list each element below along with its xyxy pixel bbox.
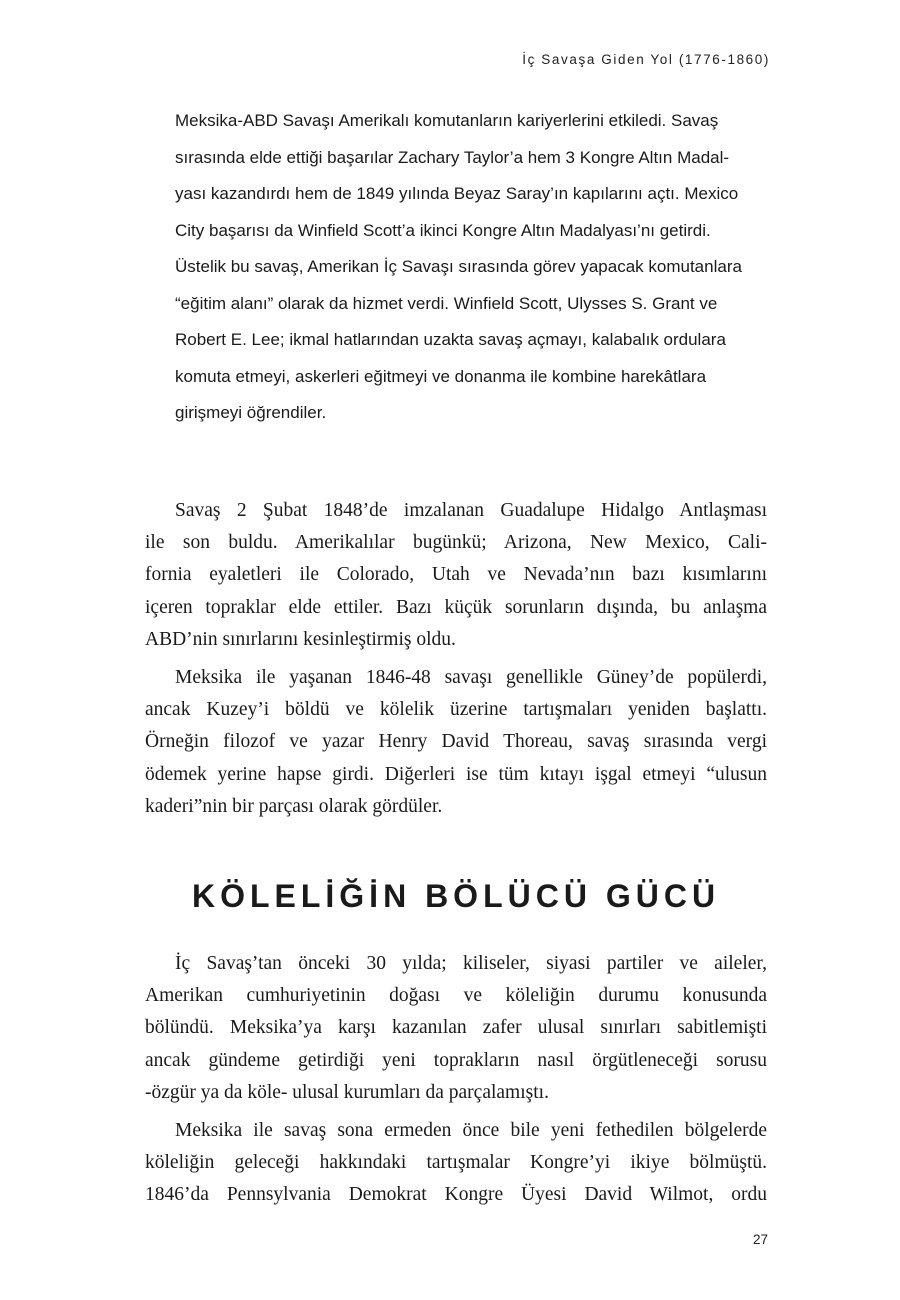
page-number: 27 (752, 1232, 768, 1247)
paragraph-line: Savaş 2 Şubat 1848’de imzalanan Guadalupe Hidalgo Antlaşması (175, 500, 767, 521)
paragraph-line: ancak Kuzey’i böldü ve kölelik üzerine tartışmaları yeniden başlattı. (145, 699, 767, 721)
paragraph-line: Meksika ile savaş sona ermeden önce bile yeni fethedilen bölgelerde (175, 1120, 767, 1142)
paragraph-line: Meksika ile yaşanan 1846-48 savaşı genellikle Güney’de popülerdi, (175, 667, 767, 689)
paragraph (145, 948, 767, 1109)
sidebar-line: yası kazandırdı hem de 1849 yılında Beyaz Saray’ın kapılarını açtı. Mexico (175, 184, 739, 203)
sidebar-line: Robert E. Lee; ikmal hatlarından uzakta savaş açmayı, kalabalık ordulara (175, 330, 726, 349)
sidebar-line: “eğitim alanı” olarak da hizmet verdi. Winfield Scott, Ulysses S. Grant ve (175, 293, 718, 313)
paragraph-line: İç Savaş’tan önceki 30 yılda; kiliseler, siyasi partiler ve aileler, (175, 953, 767, 974)
sidebar-line: komuta etmeyi, askerleri eğitmeyi ve donanma ile kombine harekâtlara (175, 366, 707, 386)
paragraph-line: bölündü. Meksika’ya karşı kazanılan zafer ulusal sınırları sabitlemişti (145, 1017, 767, 1039)
paragraph-line: ödemek yerine hapse girdi. Diğerleri ise tüm kıtayı işgal etmeyi “ulusun (145, 763, 767, 785)
running-header: İç Savaşa Giden Yol (1776-1860) (522, 52, 770, 67)
paragraph-line: Amerikan cumhuriyetinin doğası ve köleliğin durumu konusunda (145, 985, 767, 1007)
paragraph-line: köleliğin geleceği hakkındaki tartışmalar Kongre’yi ikiye bölmüştü. (145, 1152, 767, 1174)
paragraph-line: Örneğin filozof ve yazar Henry David Thoreau, savaş sırasında vergi (145, 731, 767, 753)
sidebar-line: City başarısı da Winfield Scott’a ikinci Kongre Altın Madalyası’nı getirdi. (175, 220, 711, 240)
paragraph-line: ile son buldu. Amerikalılar bugünkü; Arizona, New Mexico, Cali- (145, 532, 767, 554)
body-text-upper (145, 495, 767, 829)
paragraph (145, 662, 767, 823)
paragraph-line: fornia eyaletleri ile Colorado, Utah ve Nevada’nın bazı kısımlarını (145, 564, 767, 586)
sidebar-line: Üstelik bu savaş, Amerikan İç Savaşı sırasında görev yapacak komutanlara (175, 257, 742, 276)
paragraph-line: ABD’nin sınırlarını kesinleştirmiş oldu. (145, 628, 456, 650)
sidebar-line: girişmeyi öğrendiler. (175, 403, 327, 422)
section-heading: KÖLELİĞİN BÖLÜCÜ GÜCÜ (191, 878, 721, 914)
sidebar-line: Meksika-ABD Savaşı Amerikalı komutanların kariyerlerini etkiledi. Savaş (175, 111, 719, 130)
paragraph-line: 1846’da Pennsylvania Demokrat Kongre Üyesi David Wilmot, ordu (145, 1184, 767, 1206)
paragraph-line: ancak gündeme getirdiği yeni toprakların nasıl örgütleneceği sorusu (145, 1049, 767, 1071)
paragraph-line: -özgür ya da köle- ulusal kurumları da parçalamıştı. (145, 1081, 549, 1103)
paragraph-line: içeren topraklar elde ettiler. Bazı küçük sorunların dışında, bu anlaşma (145, 596, 767, 618)
paragraph (145, 1115, 767, 1212)
sidebar-box (175, 103, 755, 432)
body-text-lower (145, 948, 767, 1218)
paragraph (145, 495, 767, 656)
sidebar-line: sırasında elde ettiği başarılar Zachary Taylor’a hem 3 Kongre Altın Madal- (175, 147, 730, 167)
paragraph-line: kaderi”nin bir parçası olarak gördüler. (145, 795, 443, 817)
